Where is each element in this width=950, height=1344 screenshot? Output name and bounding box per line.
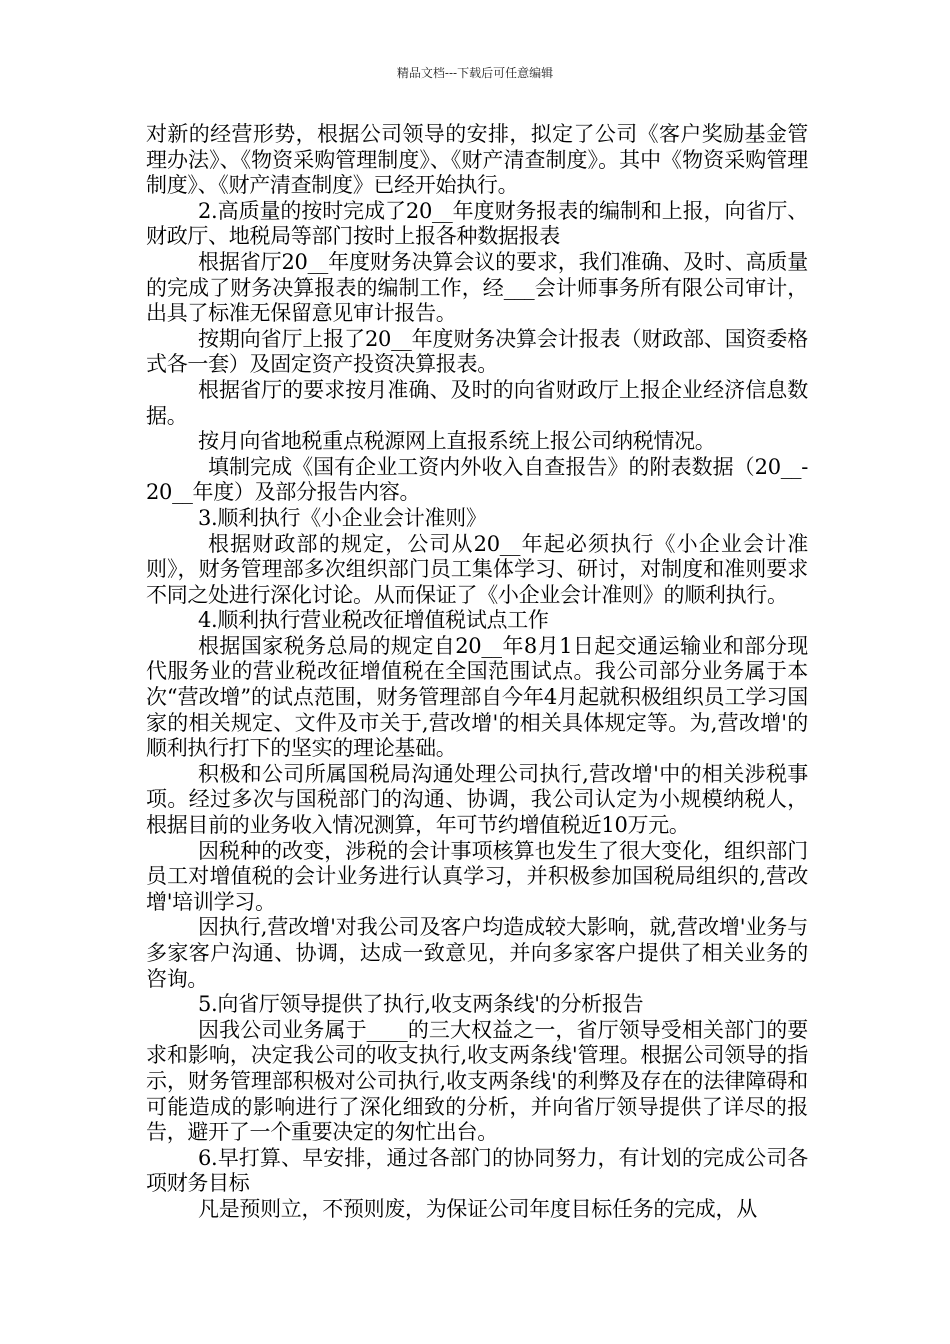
paragraph: 积极和公司所属国税局沟通处理公司执行,营改增'中的相关涉税事项。经过多次与国税部门的沟通、协调，我公司认定为小规模纳税人，根据目前的业务收入情况测算，年可节约增值税近10万元。 [146,761,808,838]
section-heading-3: 3.顺利执行《小企业会计准则》 [198,505,487,530]
section-heading-4: 4.顺利执行营业税改征增值税试点工作 [198,608,549,633]
section-heading-6: 6.早打算、早安排，通过各部门的协同努力，有计划的完成公司各项财务目标 [146,1145,808,1196]
paragraph: 因执行,营改增'对我公司及客户均造成较大影响，就,营改增'业务与多家客户沟通、协调，达成一致意见，并向多家客户提供了相关业务的咨询。 [146,915,808,991]
paragraph: 填制完成《国有企业工资内外收入自查报告》的附表数据（20__-20__年度）及部分报告内容。 [146,454,808,505]
paragraph-intro: 对新的经营形势，根据公司领导的安排，拟定了公司《客户奖励基金管理办法》、《物资采购管理制度》、《财产清查制度》。其中《物资采购管理制度》、《财产清查制度》已经开始执行。 [146,122,808,198]
paragraph: 根据省厅的要求按月准确、及时的向省财政厅上报企业经济信息数据。 [146,377,808,428]
paragraph: 凡是预则立，不预则废，为保证公司年度目标任务的完成，从 [198,1196,757,1221]
section-heading-2: 2.高质量的按时完成了20__年度财务报表的编制和上报，向省厅、财政厅、地税局等部门按时上报各种数据报表 [146,198,808,249]
document-body [146,122,808,1223]
section-heading-5: 5.向省厅领导提供了执行,收支两条线'的分析报告 [198,992,644,1017]
paragraph: 按月向省地税重点税源网上直报系统上报公司纳税情况。 [198,429,716,454]
paragraph: 根据财政部的规定，公司从20__年起必须执行《小企业会计准则》，财务管理部多次组织部门员工集体学习、研讨，对制度和准则要求不同之处进行深化讨论。从而保证了《小企业会计准则》的顺利执行。 [146,531,808,607]
page-header: 精品文档---下载后可任意编辑 [396,66,554,80]
paragraph: 因我公司业务属于____的三大权益之一，省厅领导受相关部门的要求和影响，决定我公司的收支执行,收支两条线'管理。根据公司领导的指示，财务管理部积极对公司执行,收支两条线'的利弊及存在的法律障碍和可能造成的影响进行了深化细致的分析，并向省厅领导提供了详尽的报告，避开了一个重要决定的匆忙出台。 [146,1017,808,1145]
paragraph: 根据国家税务总局的规定自20__年8月1日起交通运输业和部分现代服务业的营业税改征增值税在全国范围试点。我公司部分业务属于本次“营改增”的试点范围，财务管理部自今年4月起就积极组织员工学习国家的相关规定、文件及市关于,营改增'的相关具体规定等。为,营改增'的顺利执行打下的坚实的理论基础。 [146,633,808,761]
paragraph: 根据省厅20__年度财务决算会议的要求，我们准确、及时、高质量的完成了财务决算报表的编制工作，经___会计师事务所有限公司审计，出具了标准无保留意见审计报告。 [146,249,808,326]
paragraph: 按期向省厅上报了20__年度财务决算会计报表（财政部、国资委格式各一套）及固定资产投资决算报表。 [146,326,808,377]
paragraph: 因税种的改变，涉税的会计事项核算也发生了很大变化，组织部门员工对增值税的会计业务进行认真学习，并积极参加国税局组织的,营改增'培训学习。 [146,838,808,914]
